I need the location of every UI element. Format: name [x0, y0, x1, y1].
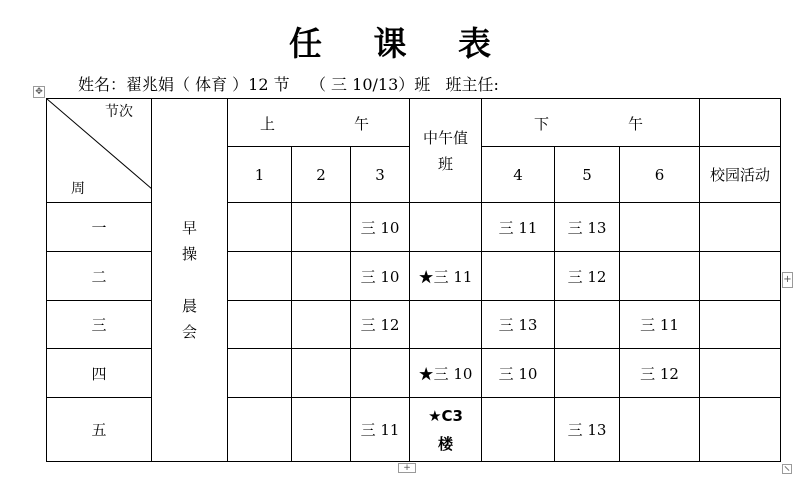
noon-duty-cell: [410, 203, 482, 252]
period-cell: [482, 252, 555, 301]
period-cell: 三 13: [482, 301, 555, 349]
period-cell: 三 13: [555, 203, 620, 252]
period-cell: [228, 252, 292, 301]
pm-label-1: 下: [534, 115, 550, 133]
activity-cell: [700, 252, 781, 301]
day-cell: 四: [47, 349, 152, 398]
empty-header-cell: [700, 99, 781, 147]
am-label-2: 午: [354, 115, 370, 133]
morning-char: 会: [181, 323, 197, 341]
period-header: 2: [292, 147, 351, 203]
header-corner-cell: [47, 99, 152, 203]
day-cell: 一: [47, 203, 152, 252]
add-column-icon[interactable]: +: [782, 272, 793, 288]
pm-header: [482, 99, 700, 147]
noon-duty-cell: ★三 10: [410, 349, 482, 398]
day-cell: 二: [47, 252, 152, 301]
period-cell: 三 12: [620, 349, 700, 398]
day-cell: 三: [47, 301, 152, 349]
morning-char: 晨: [181, 297, 197, 315]
period-cell: [351, 349, 410, 398]
period-cell: [555, 349, 620, 398]
period-cell: [555, 301, 620, 349]
am-header: [228, 99, 410, 147]
period-cell: [482, 398, 555, 462]
noon-duty-c3: ★C3: [428, 406, 463, 425]
period-cell: 三 12: [351, 301, 410, 349]
period-cell: 三 10: [351, 252, 410, 301]
morning-char: 早: [181, 219, 197, 237]
noon-duty-cell: [410, 301, 482, 349]
period-header: 3: [351, 147, 410, 203]
period-header: 5: [555, 147, 620, 203]
period-cell: [292, 301, 351, 349]
morning-char: 操: [181, 245, 197, 263]
period-header: 4: [482, 147, 555, 203]
noon-duty-header: [410, 99, 482, 203]
period-cell: [620, 252, 700, 301]
period-cell: [228, 203, 292, 252]
noon-duty-cell: ★三 11: [410, 252, 482, 301]
period-cell: [620, 398, 700, 462]
period-cell: [292, 398, 351, 462]
period-cell: [620, 203, 700, 252]
period-cell: 三 11: [482, 203, 555, 252]
period-cell: [292, 203, 351, 252]
header-row-session: [47, 99, 781, 147]
activity-cell: [700, 349, 781, 398]
period-cell: [292, 349, 351, 398]
teacher-info-line: 姓名：翟兆娟（ 体育 ）12 节 （ 三 10/13）班 班主任:: [78, 75, 499, 94]
period-cell: [292, 252, 351, 301]
table-resize-handle-icon[interactable]: [782, 464, 792, 474]
corner-day-label: 周: [71, 181, 85, 197]
period-cell: 三 10: [351, 203, 410, 252]
period-cell: [228, 349, 292, 398]
period-cell: [228, 398, 292, 462]
morning-session-column: [152, 99, 228, 462]
day-cell: 五: [47, 398, 152, 462]
noon-duty-line: 班: [438, 154, 454, 173]
noon-duty-cell: [410, 398, 482, 462]
corner-period-label: 节次: [105, 104, 133, 120]
activity-cell: [700, 398, 781, 462]
period-cell: 三 13: [555, 398, 620, 462]
corner-diagonal: [47, 99, 152, 203]
activity-cell: [700, 301, 781, 349]
period-cell: 三 12: [555, 252, 620, 301]
noon-duty-building: 楼: [438, 434, 454, 453]
noon-duty-line: 中午值: [423, 128, 469, 147]
table-move-handle-icon[interactable]: ✥: [33, 86, 45, 98]
period-cell: 三 11: [620, 301, 700, 349]
period-cell: 三 11: [351, 398, 410, 462]
activity-cell: [700, 203, 781, 252]
add-row-icon[interactable]: +: [398, 463, 416, 473]
period-cell: 三 10: [482, 349, 555, 398]
schedule-table: [46, 98, 781, 462]
pm-label-2: 午: [628, 115, 644, 133]
page-title: 任 课 表: [289, 24, 511, 63]
am-label-1: 上: [260, 115, 276, 133]
period-cell: [228, 301, 292, 349]
period-header: 1: [228, 147, 292, 203]
campus-activity-header: 校园活动: [700, 147, 781, 203]
period-header: 6: [620, 147, 700, 203]
